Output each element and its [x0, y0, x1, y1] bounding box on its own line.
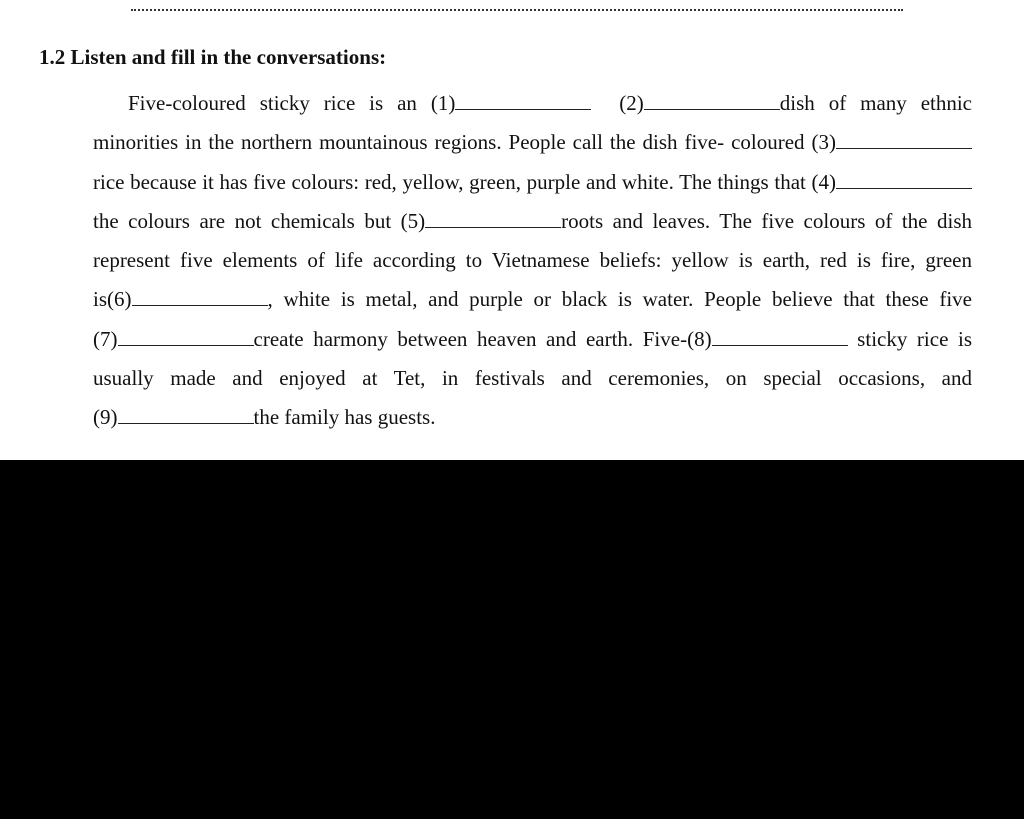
blank-7[interactable]: [93, 327, 254, 351]
blank-1[interactable]: [431, 91, 592, 115]
dotted-answer-line: [131, 9, 903, 11]
passage-text: the colours are not chemicals but: [93, 208, 401, 233]
blank-line[interactable]: [425, 226, 561, 228]
section-title: 1.2 Listen and fill in the conversations:: [39, 45, 387, 69]
blank-line[interactable]: [836, 187, 972, 189]
blank-number: (9): [93, 405, 118, 430]
blank-line[interactable]: [118, 422, 254, 424]
blank-8[interactable]: [687, 327, 848, 351]
passage-text: Five-coloured sticky rice is an: [128, 91, 431, 115]
passage-text: , white is metal, and purple or black is water. People believe that these five: [267, 287, 972, 312]
blank-line[interactable]: [644, 108, 780, 110]
blank-number: (5): [400, 208, 426, 233]
blank-number: (3): [811, 130, 836, 155]
blank-line[interactable]: [132, 304, 268, 306]
blank-number: (7): [93, 326, 118, 351]
blank-black-area: [0, 460, 1024, 819]
passage-text: sticky rice is usually made and enjoyed at Tet, in festivals and ceremonies, on special occasions, and: [93, 326, 972, 391]
passage-text: rice because it has five colours: red, yellow, green, purple and white. The things that: [93, 169, 812, 194]
blank-6[interactable]: [107, 287, 268, 311]
blank-line[interactable]: [836, 147, 972, 149]
blank-9[interactable]: [93, 405, 254, 429]
passage-text: roots and leaves. The five colours of the dish represent five elements of life according to Vietnamese beliefs: yellow is earth, red is fire, green is: [93, 208, 972, 312]
blank-4[interactable]: [812, 170, 973, 194]
blank-number: (1): [430, 91, 456, 115]
blank-number: (4): [811, 169, 836, 194]
passage-text: [605, 91, 619, 115]
blank-line[interactable]: [455, 108, 591, 110]
blank-number: (8): [687, 326, 712, 351]
passage-text: create harmony between heaven and earth. Five-: [253, 326, 688, 351]
blank-line[interactable]: [712, 344, 848, 346]
blank-number: (6): [107, 287, 132, 312]
blank-number: (2): [619, 91, 644, 115]
passage-text: dish of many ethnic minorities in the northern mountainous regions. People call the dish five- coloured: [93, 91, 973, 155]
blank-5[interactable]: [401, 209, 562, 233]
blank-3[interactable]: [812, 130, 973, 154]
blank-line[interactable]: [118, 344, 254, 346]
blank-2[interactable]: [619, 91, 780, 115]
fill-in-passage: [93, 84, 972, 438]
passage-text: the family has guests.: [253, 405, 436, 430]
